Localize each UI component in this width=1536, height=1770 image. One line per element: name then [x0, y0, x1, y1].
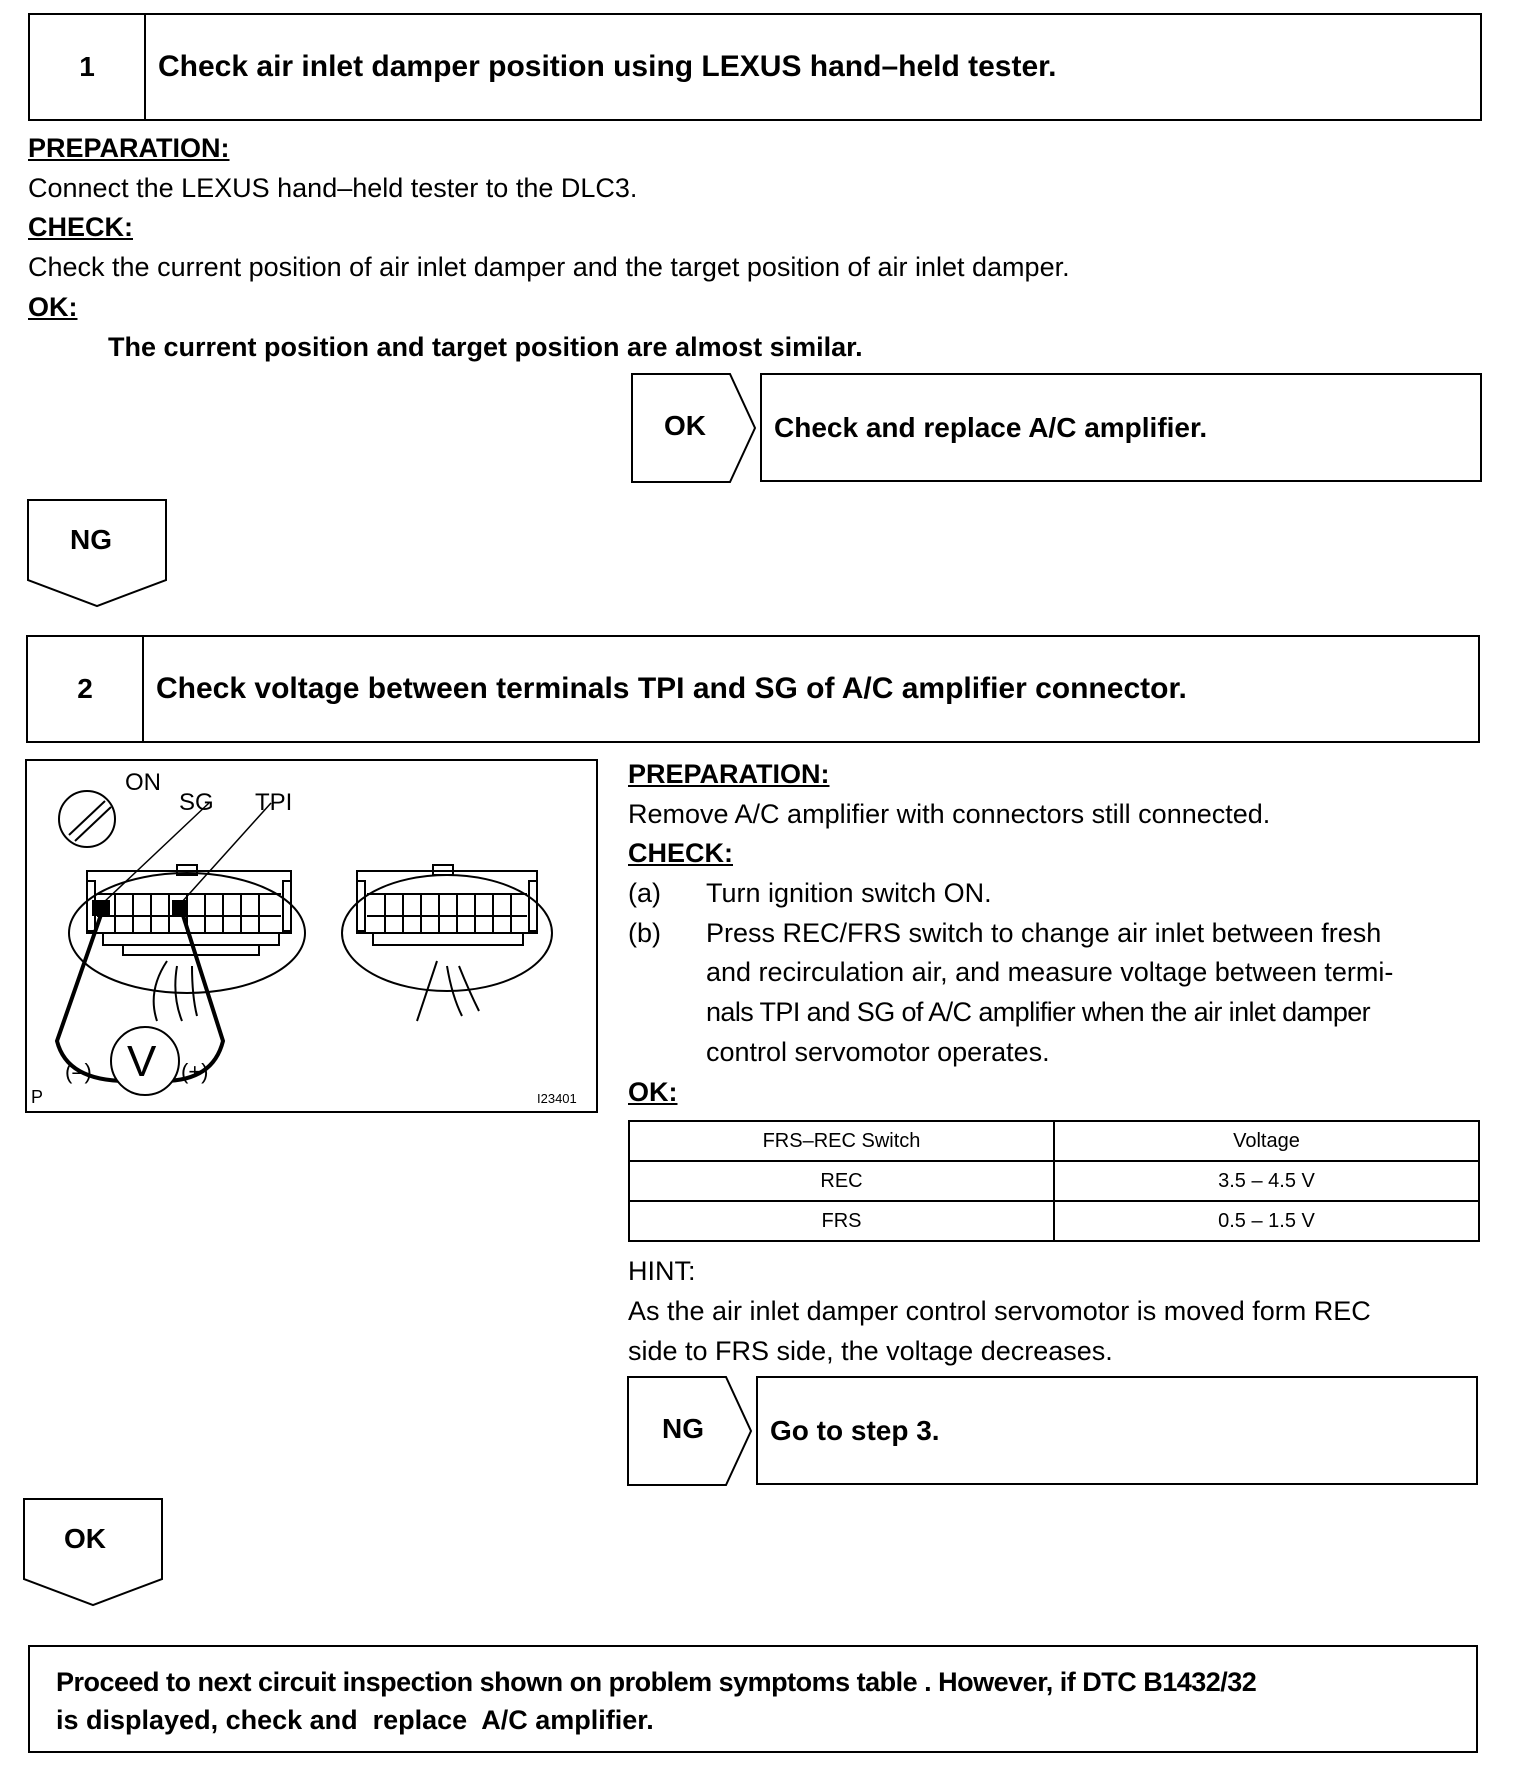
diagram-figure-id: I23401: [537, 1091, 577, 1106]
step2-ok-label: OK:: [628, 1077, 678, 1107]
table-header-cell: Voltage: [1054, 1121, 1479, 1161]
table-row: [629, 1201, 1479, 1241]
step2-check-item-b-line: and recirculation air, and measure voltage between termi-: [706, 957, 1394, 987]
table-cell: REC: [629, 1161, 1054, 1201]
step1-ng-arrow-label: NG: [70, 524, 112, 555]
final-line: is displayed, check and replace A/C amplifier.: [56, 1705, 654, 1735]
step2-preparation-label: PREPARATION:: [628, 759, 830, 789]
voltage-table: [628, 1120, 1480, 1242]
diagram-label-tpi: TPI: [255, 789, 293, 816]
diagram-label-v: V: [127, 1037, 157, 1086]
diagram-label-plus: (+): [181, 1059, 209, 1084]
table-header-cell: FRS–REC Switch: [629, 1121, 1054, 1161]
right-connector-icon: [342, 865, 552, 1021]
step2-header: [26, 635, 1480, 743]
step2-check-item-b-marker: (b): [628, 918, 661, 948]
step2-number: 2: [28, 637, 144, 741]
diagram-label-p: P: [31, 1087, 44, 1107]
step2-hint-line: As the air inlet damper control servomotor is moved form REC: [628, 1296, 1371, 1326]
step2-check-item-a-line: Turn ignition switch ON.: [706, 878, 992, 908]
step1-preparation-text: Connect the LEXUS hand–held tester to the DLC3.: [28, 173, 638, 203]
connector-diagram: [25, 759, 598, 1113]
step2-preparation-text: Remove A/C amplifier with connectors still connected.: [628, 799, 1271, 829]
step2-check-item-b-line: nals TPI and SG of A/C amplifier when the air inlet damper: [706, 997, 1371, 1027]
step2-hint-label: HINT:: [628, 1256, 696, 1286]
step2-ng-arrow-label: NG: [662, 1413, 704, 1444]
ignition-switch-icon: [59, 791, 115, 847]
diagram-label-sg: SG: [179, 789, 214, 816]
step1-ok-text: The current position and target position are almost similar.: [108, 332, 863, 362]
step1-check-label: CHECK:: [28, 212, 133, 242]
left-connector-icon: [69, 865, 305, 1021]
step1-ok-arrow-label: OK: [664, 410, 706, 441]
step1-ok-result: Check and replace A/C amplifier.: [760, 373, 1482, 482]
step1-number: 1: [30, 15, 146, 119]
step1-title: Check air inlet damper position using LEXUS hand–held tester.: [158, 50, 1057, 83]
diagram-label-on: ON: [125, 769, 161, 796]
step2-ng-result: Go to step 3.: [756, 1376, 1478, 1485]
step2-check-item-b-line: control servomotor operates.: [706, 1037, 1050, 1067]
diagram-label-minus: (–): [65, 1059, 92, 1084]
table-cell: 0.5 – 1.5 V: [1054, 1201, 1479, 1241]
step1-check-text: Check the current position of air inlet damper and the target position of air inlet damper.: [28, 252, 1070, 282]
table-header-row: [629, 1121, 1479, 1161]
step2-check-label: CHECK:: [628, 838, 733, 868]
step2-title: Check voltage between terminals TPI and SG of A/C amplifier connector.: [156, 672, 1187, 705]
table-cell: FRS: [629, 1201, 1054, 1241]
step1-header: [28, 13, 1482, 121]
table-cell: 3.5 – 4.5 V: [1054, 1161, 1479, 1201]
final-line: Proceed to next circuit inspection shown on problem symptoms table . However, if DTC B1432/32: [56, 1667, 1257, 1697]
table-row: [629, 1161, 1479, 1201]
step1-ok-label: OK:: [28, 292, 78, 322]
final-instruction-box: [28, 1645, 1478, 1753]
step2-hint-line: side to FRS side, the voltage decreases.: [628, 1336, 1113, 1366]
step2-ok-arrow-label: OK: [64, 1523, 106, 1554]
step1-preparation-label: PREPARATION:: [28, 133, 230, 163]
step2-check-item-a-marker: (a): [628, 878, 661, 908]
step2-check-item-b-line: Press REC/FRS switch to change air inlet between fresh: [706, 918, 1382, 948]
